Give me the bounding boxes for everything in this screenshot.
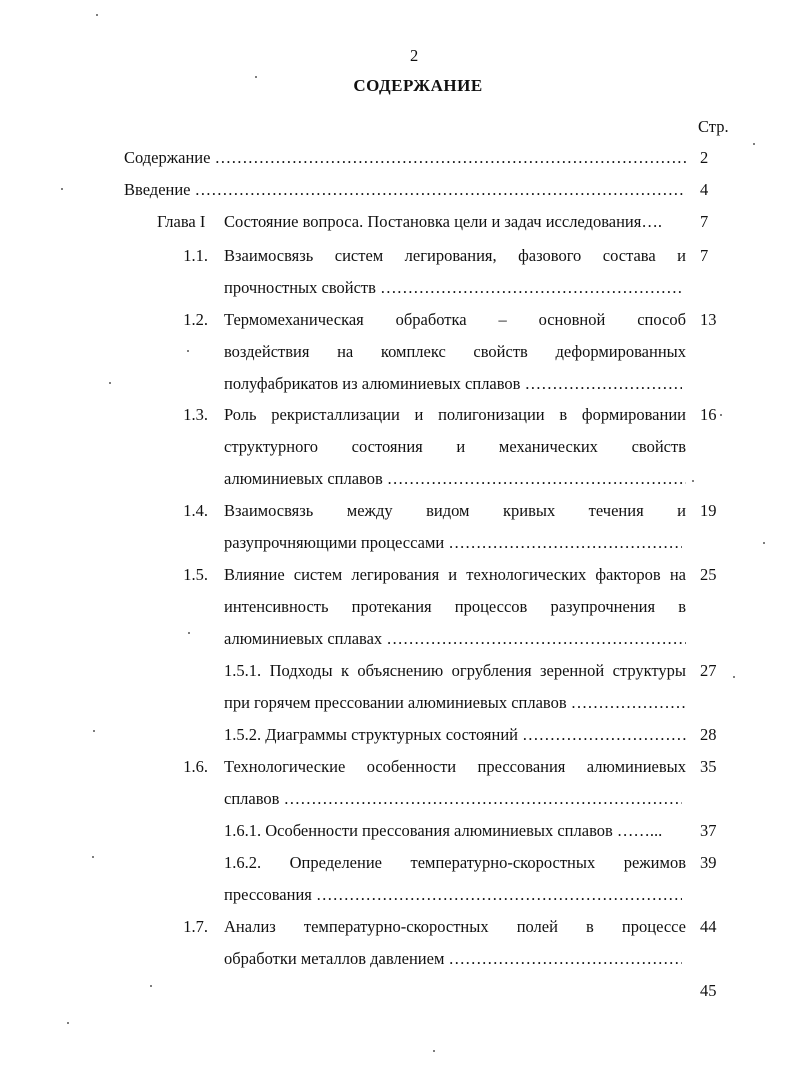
scan-speck <box>733 676 735 678</box>
scan-speck <box>67 1022 69 1024</box>
toc-chapter-number: Глава I <box>157 212 206 231</box>
toc-subsection-line: 1.6.2. Определение температурно-скоростных режимов <box>224 853 686 872</box>
toc-section-number: 1.4. <box>183 501 208 520</box>
toc-section-line: Технологические особенности прессования алюминиевых <box>224 757 686 776</box>
toc-section-line: прочностных свойств …………………………………………………………………………………………………………………… <box>224 278 682 298</box>
toc-subsection-line: при горячем прессовании алюминиевых сплавов …………………………………………………………………………………………………………………… <box>224 693 686 713</box>
toc-chapter-title: Состояние вопроса. Постановка цели и задач исследования…. <box>224 212 662 231</box>
toc-section-line: Взаимосвязь систем легирования, фазового состава и <box>224 246 686 265</box>
toc-page-1-6-1: 37 <box>700 821 717 840</box>
toc-section-line: разупрочняющими процессами …………………………………………………………………………………………………………………… <box>224 533 682 553</box>
toc-section-line: воздействия на комплекс свойств деформированных <box>224 342 686 361</box>
scan-speck <box>188 632 190 634</box>
toc-section-number: 1.5. <box>183 565 208 584</box>
toc-section-number: 1.2. <box>183 310 208 329</box>
toc-section-line: Взаимосвязь между видом кривых течения и <box>224 501 686 520</box>
toc-page-1-3: 16 <box>700 405 717 424</box>
toc-page-1-4: 19 <box>700 501 717 520</box>
scan-speck <box>92 856 94 858</box>
page-column-header: Стр. <box>698 117 729 136</box>
toc-page-chapter: 7 <box>700 212 709 231</box>
toc-section-number: 1.3. <box>183 405 208 424</box>
scan-speck <box>96 14 98 16</box>
toc-section-line: структурного состояния и механических свойств <box>224 437 686 456</box>
toc-section-line: Анализ температурно-скоростных полей в процессе <box>224 917 686 936</box>
toc-subsection-line: прессования …………………………………………………………………………………………………………………… <box>224 885 682 905</box>
toc-page-contents: 2 <box>700 148 709 167</box>
scan-speck <box>93 730 95 732</box>
page-number: 2 <box>410 46 419 65</box>
scan-speck <box>720 414 722 416</box>
toc-entry-contents: Содержание …………………………………………………………………………………………………………………… <box>124 148 686 168</box>
toc-trailing-page: 45 <box>700 981 717 1000</box>
toc-page-1-1: 7 <box>700 246 709 265</box>
scan-speck <box>692 480 694 482</box>
scan-speck <box>763 542 765 544</box>
toc-page-1-5-1: 27 <box>700 661 717 680</box>
toc-subsection-line: 1.6.1. Особенности прессования алюминиевых сплавов ……... <box>224 821 663 840</box>
toc-section-line: Роль рекристаллизации и полигонизации в формировании <box>224 405 686 424</box>
scan-speck <box>150 985 152 987</box>
toc-section-line: алюминиевых сплавов …………………………………………………………………………………………………………………… <box>224 469 686 489</box>
toc-entry-introduction: Введение …………………………………………………………………………………………………………………… <box>124 180 686 200</box>
toc-section-line: Влияние систем легирования и технологических факторов на <box>224 565 686 584</box>
toc-section-line: сплавов …………………………………………………………………………………………………………………… <box>224 789 682 809</box>
toc-section-number: 1.6. <box>183 757 208 776</box>
toc-section-line: Термомеханическая обработка – основной способ <box>224 310 686 329</box>
toc-section-line: интенсивность протекания процессов разупрочнения в <box>224 597 686 616</box>
scan-speck <box>61 188 63 190</box>
toc-page-1-7: 44 <box>700 917 717 936</box>
scan-speck <box>187 350 189 352</box>
toc-page-1-6: 35 <box>700 757 717 776</box>
toc-subsection-line: 1.5.2. Диаграммы структурных состояний …………………………………………………………………………………………………………………… <box>224 725 686 745</box>
toc-subsection-line: 1.5.1. Подходы к объяснению огрубления зеренной структуры <box>224 661 686 680</box>
scan-speck <box>255 76 257 78</box>
scan-speck <box>433 1050 435 1052</box>
toc-page-1-2: 13 <box>700 310 717 329</box>
toc-section-line: алюминиевых сплавах …………………………………………………………………………………………………………………… <box>224 629 686 649</box>
toc-page-1-5-2: 28 <box>700 725 717 744</box>
toc-section-number: 1.1. <box>183 246 208 265</box>
scan-speck <box>753 143 755 145</box>
scan-speck <box>109 382 111 384</box>
toc-page-introduction: 4 <box>700 180 709 199</box>
toc-page-1-6-2: 39 <box>700 853 717 872</box>
toc-section-line: обработки металлов давлением …………………………………………………………………………………………………………………… <box>224 949 682 969</box>
toc-section-number: 1.7. <box>183 917 208 936</box>
toc-section-line: полуфабрикатов из алюминиевых сплавов …………………………………………………………………………………………………………………… <box>224 374 682 394</box>
toc-page-1-5: 25 <box>700 565 717 584</box>
page-title: СОДЕРЖАНИЕ <box>353 76 483 95</box>
